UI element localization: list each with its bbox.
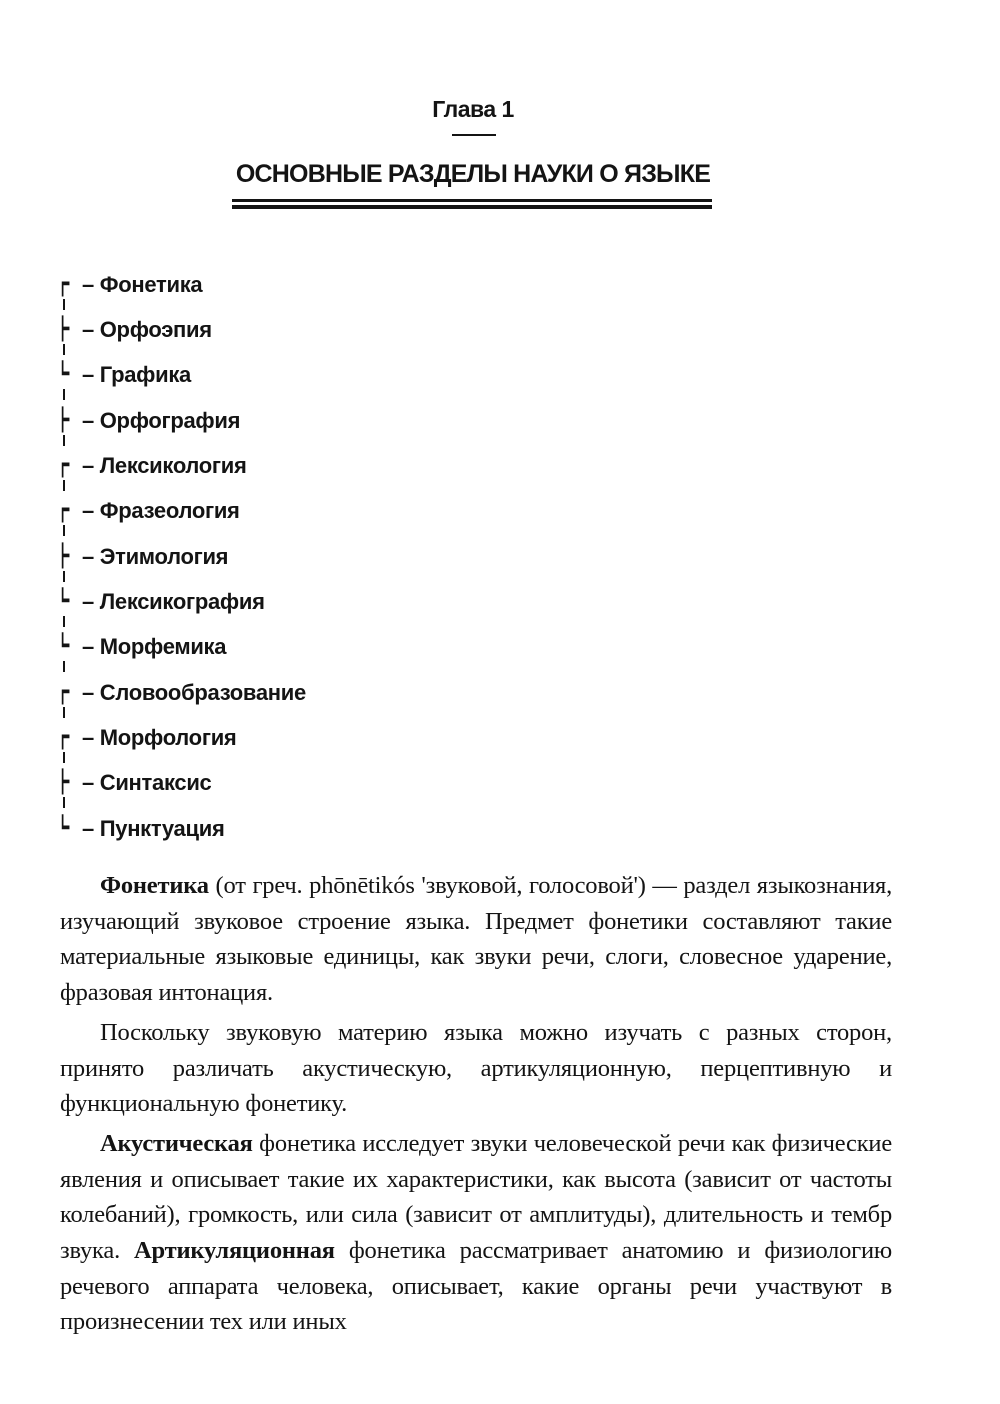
paragraph-text: фонетика рассматривает анатомию и физиологию речевого аппарата человека, описывает, какие органы речи участвуют в произнесении тех или иных [60,1237,892,1336]
branch-label: – Морфология [82,724,237,750]
branch-item [56,624,576,669]
paragraph-phonetics-definition [60,868,892,1011]
bracket-glyph: ┍ [56,724,70,750]
branch-label: – Фразеология [82,497,240,523]
paragraph-phonetics-types [60,1015,892,1122]
bracket-glyph: ┝ [56,407,70,433]
branch-label: – Этимология [82,543,229,569]
branch-item [56,398,576,443]
branch-label: – Синтаксис [82,769,212,795]
chapter-label: Глава 1 [432,96,514,122]
branch-item [56,443,576,488]
branch-label: – Орфография [82,407,241,433]
title-rule-upper [232,199,712,202]
branch-item [56,579,576,624]
bracket-glyph: ┍ [56,452,70,478]
bracket-glyph: ┕ [56,588,70,614]
chapter-title: ОСНОВНЫЕ РАЗДЕЛЫ НАУКИ О ЯЗЫКЕ [235,160,711,188]
term-acoustic: Акустическая [100,1129,253,1157]
body-text [60,868,892,1344]
branch-item [56,262,576,307]
linguistics-branches-tree [56,262,576,852]
bracket-glyph: ┝ [56,316,70,342]
branch-item [56,352,576,397]
bracket-glyph: ┝ [56,769,70,795]
bracket-glyph: ┕ [56,361,70,387]
branch-label: – Орфоэпия [82,316,212,342]
branch-item [56,670,576,715]
paragraph-text: (от греч. phōnētikós 'звуковой, голосовой') — раздел языкознания, изучающий звуковое строение языка. Предмет фонетики составляют такие материальные языковые единицы, как звуки речи, слоги, словесное ударение, фразовая интонация. [60,872,892,1007]
branch-label: – Словообразование [82,679,306,705]
branch-item [56,534,576,579]
branch-label: – Морфемика [82,633,227,659]
branch-item [56,488,576,533]
branch-item [56,760,576,805]
term-articulatory: Артикуляционная [134,1237,335,1265]
branch-label: – Лексикография [82,588,265,614]
bracket-glyph: ┍ [56,271,70,297]
paragraph-text: фонетика исследует звуки человеческой речи как физические явления и описывает такие их характеристики, как высота (зависит от частоты колебаний), громкость, или сила (зависит от амплитуды), длительность и тембр звука. [60,1129,892,1265]
branch-item [56,806,576,851]
branch-item [56,307,576,352]
bracket-glyph: ┕ [56,633,70,659]
branch-label: – Лексикология [82,452,247,478]
bracket-glyph: ┍ [56,679,70,705]
bracket-glyph: ┝ [56,543,70,569]
branch-label: – Фонетика [82,271,203,297]
branch-label: – Пунктуация [82,815,225,841]
bracket-glyph: ┍ [56,497,70,523]
bracket-glyph: ┕ [56,815,70,841]
term-phonetics: Фонетика [100,872,209,899]
title-rule-lower [232,205,712,209]
paragraph-acoustic-articulatory [60,1126,892,1340]
paragraph-text: Поскольку звуковую материю языка можно изучать с разных сторон, принято различать акустическую, артикуляционную, перцептивную и функциональную фонетику. [60,1018,892,1118]
branch-item [56,715,576,760]
chapter-label-underline [452,134,496,136]
branch-label: – Графика [82,361,191,387]
